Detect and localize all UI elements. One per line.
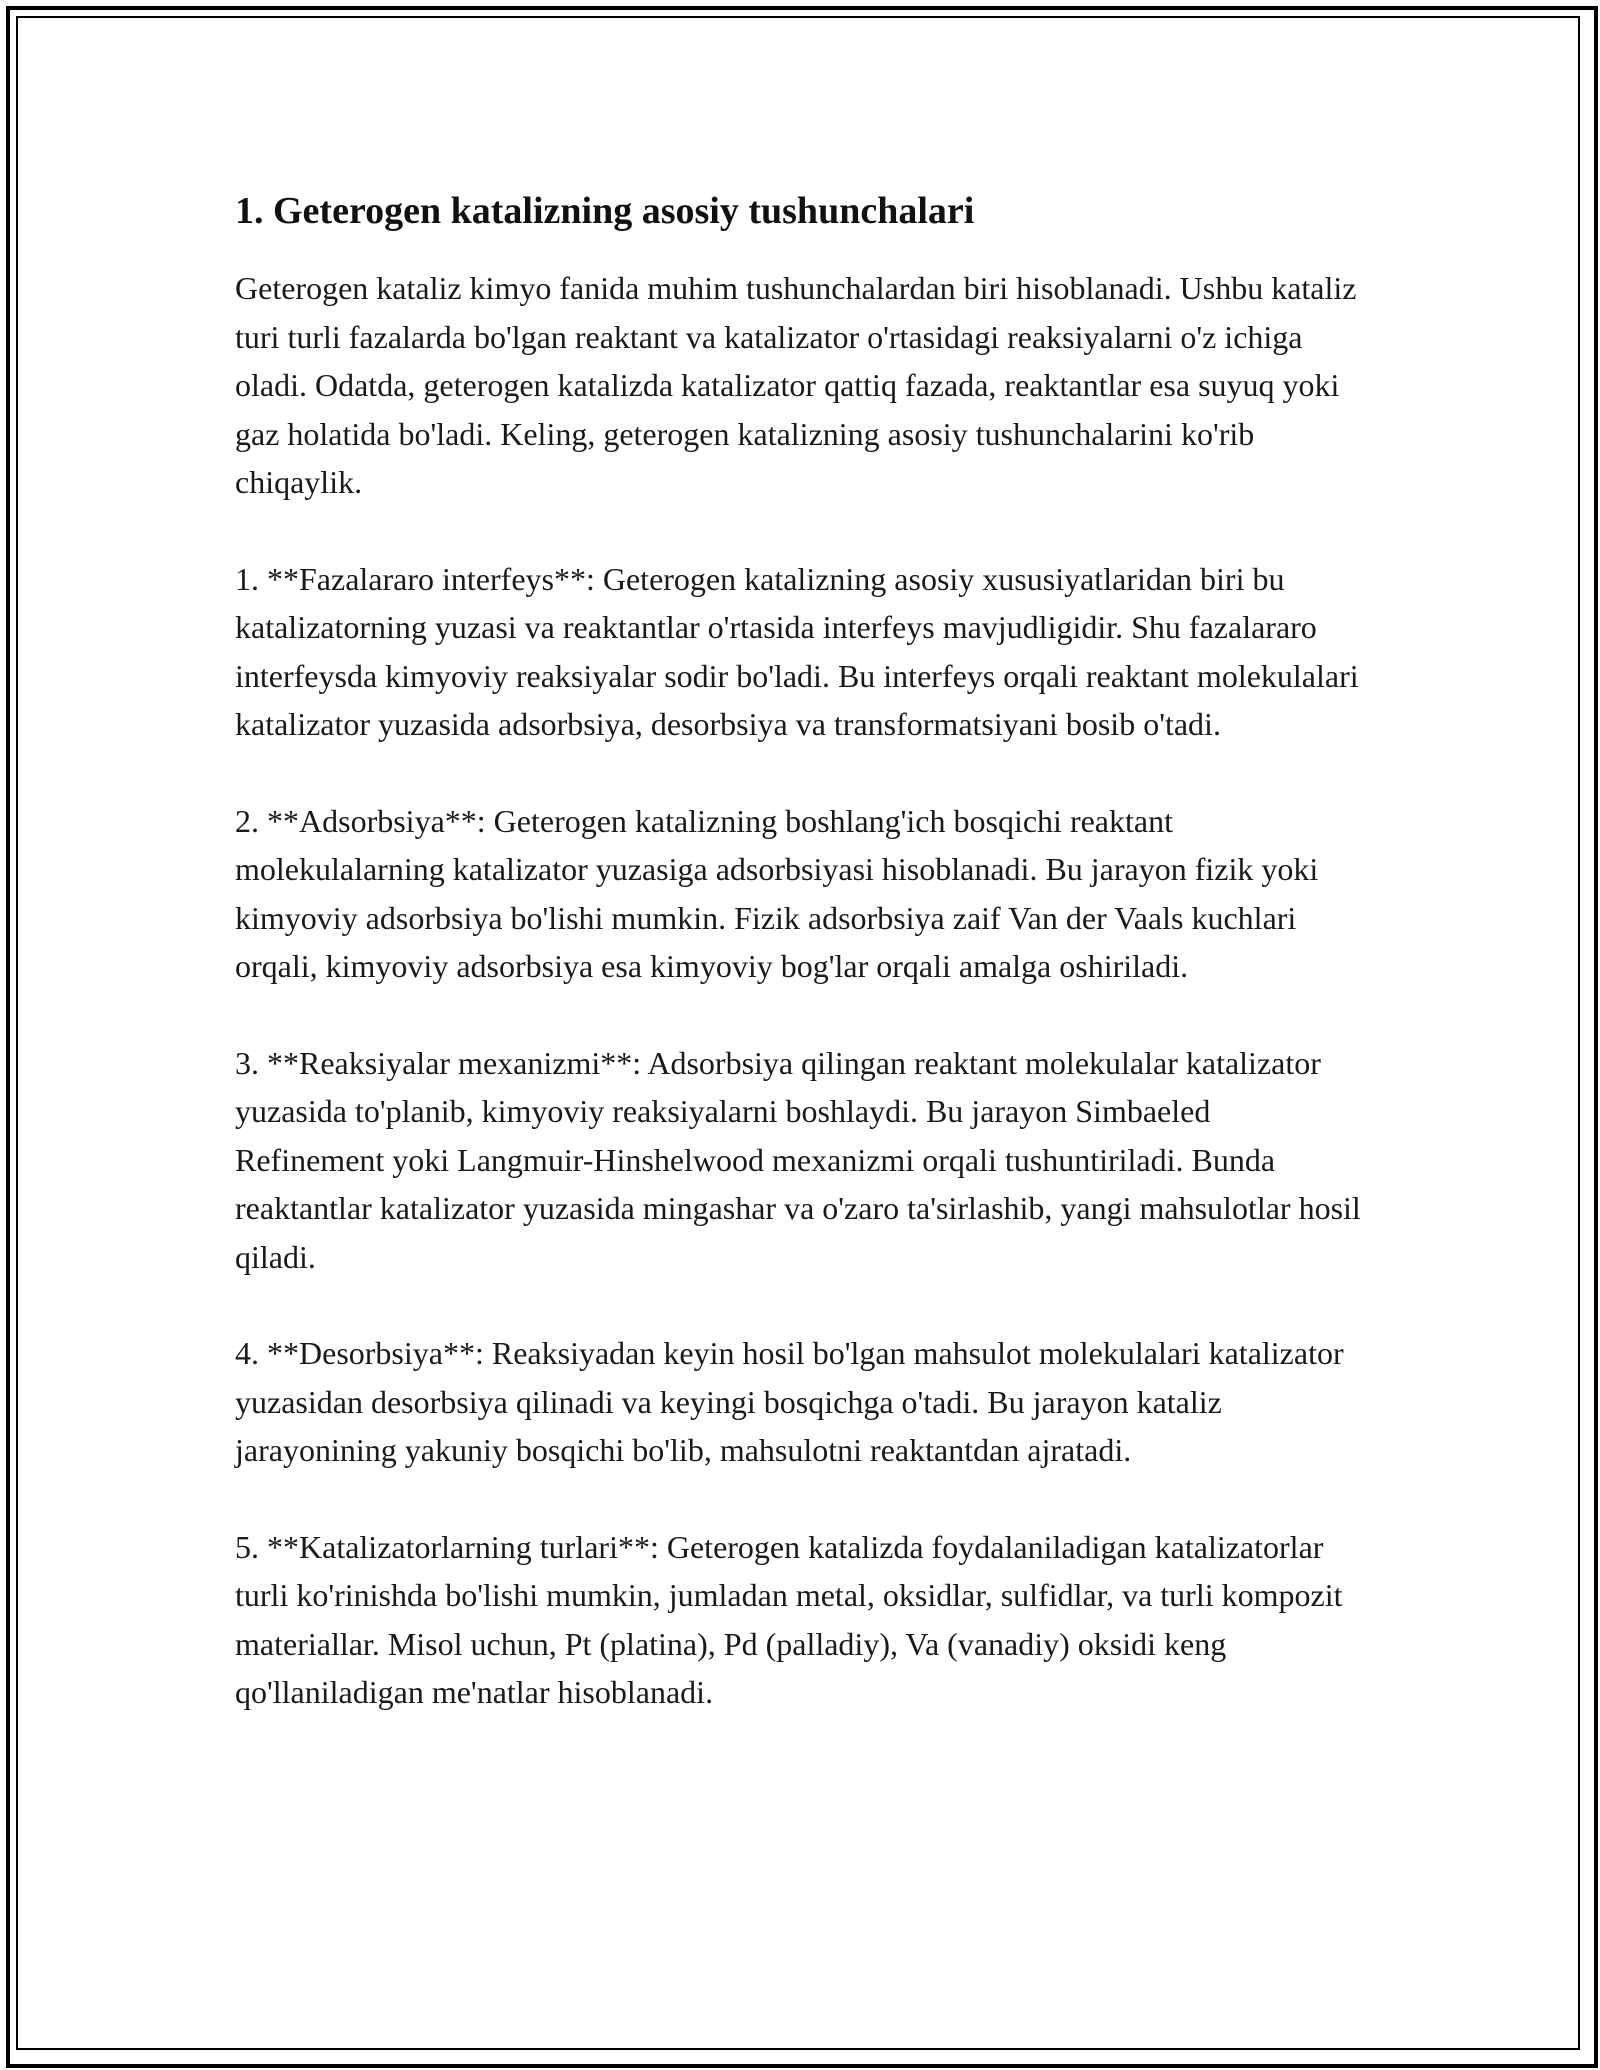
paragraph-desorbsiya: 4. **Desorbsiya**: Reaksiyadan keyin hosil bo'lgan mahsulot molekulalari katalizator yuzasidan desorbsiya qilinadi va keyingi bosqichga o'tadi. Bu jarayon kataliz jarayonining yakuniy bosqichi bo'lib, mahsulotni reaktantdan ajratadi. xyxy=(235,1335,1344,1468)
page-title: 1. Geterogen katalizning asosiy tushunchalari xyxy=(235,190,975,232)
document-body xyxy=(235,186,1365,1765)
paragraph-katalizatorlarning-turlari: 5. **Katalizatorlarning turlari**: Geterogen katalizda foydalaniladigan katalizatorlar turli ko'rinishda bo'lishi mumkin, jumladan metal, oksidlar, sulfidlar, va turli kompozit materiallar. Misol uchun, Pt (platina), Pd (palladiy), Va (vanadiy) oksidi keng qo'llaniladigan me'natlar hisoblanadi. xyxy=(235,1528,1343,1710)
paragraph-reaksiyalar-mexanizmi: 3. **Reaksiyalar mexanizmi**: Adsorbsiya qilingan reaktant molekulalar katalizator yuzasida to'planib, kimyoviy reaksiyalarni boshlaydi. Bu jarayon Simbaeled Refinement yoki Langmuir-Hinshelwood mexanizmi orqali tushuntiriladi. Bunda reaktantlar katalizator yuzasida mingashar va o'zaro ta'sirlashib, yangi mahsulotlar hosil qiladi. xyxy=(235,1044,1361,1275)
paragraph-adsorbsiya: 2. **Adsorbsiya**: Geterogen katalizning boshlang'ich bosqichi reaktant molekulalarning katalizator yuzasiga adsorbsiyasi hisoblanadi. Bu jarayon fizik yoki kimyoviy adsorbsiya bo'lishi mumkin. Fizik adsorbsiya zaif Van der Vaals kuchlari orqali, kimyoviy adsorbsiya esa kimyoviy bog'lar orqali amalga oshiriladi. xyxy=(235,802,1319,984)
paragraph-fazalararo-interfeys: 1. **Fazalararo interfeys**: Geterogen katalizning asosiy xususiyatlaridan biri bu katalizatorning yuzasi va reaktantlar o'rtasida interfeys mavjudligidir. Shu fazalararo interfeysda kimyoviy reaksiyalar sodir bo'ladi. Bu interfeys orqali reaktant molekulalari katalizator yuzasida adsorbsiya, desorbsiya va transformatsiyani bosib o'tadi. xyxy=(235,560,1359,742)
intro-paragraph: Geterogen kataliz kimyo fanida muhim tushunchalardan biri hisoblanadi. Ushbu kataliz turi turli fazalarda bo'lgan reaktant va katalizator o'rtasidagi reaksiyalarni o'z ichiga oladi. Odatda, geterogen katalizda katalizator qattiq fazada, reaktantlar esa suyuq yoki gaz holatida bo'ladi. Keling, geterogen katalizning asosiy tushunchalarini ko'rib chiqaylik. xyxy=(235,270,1357,500)
